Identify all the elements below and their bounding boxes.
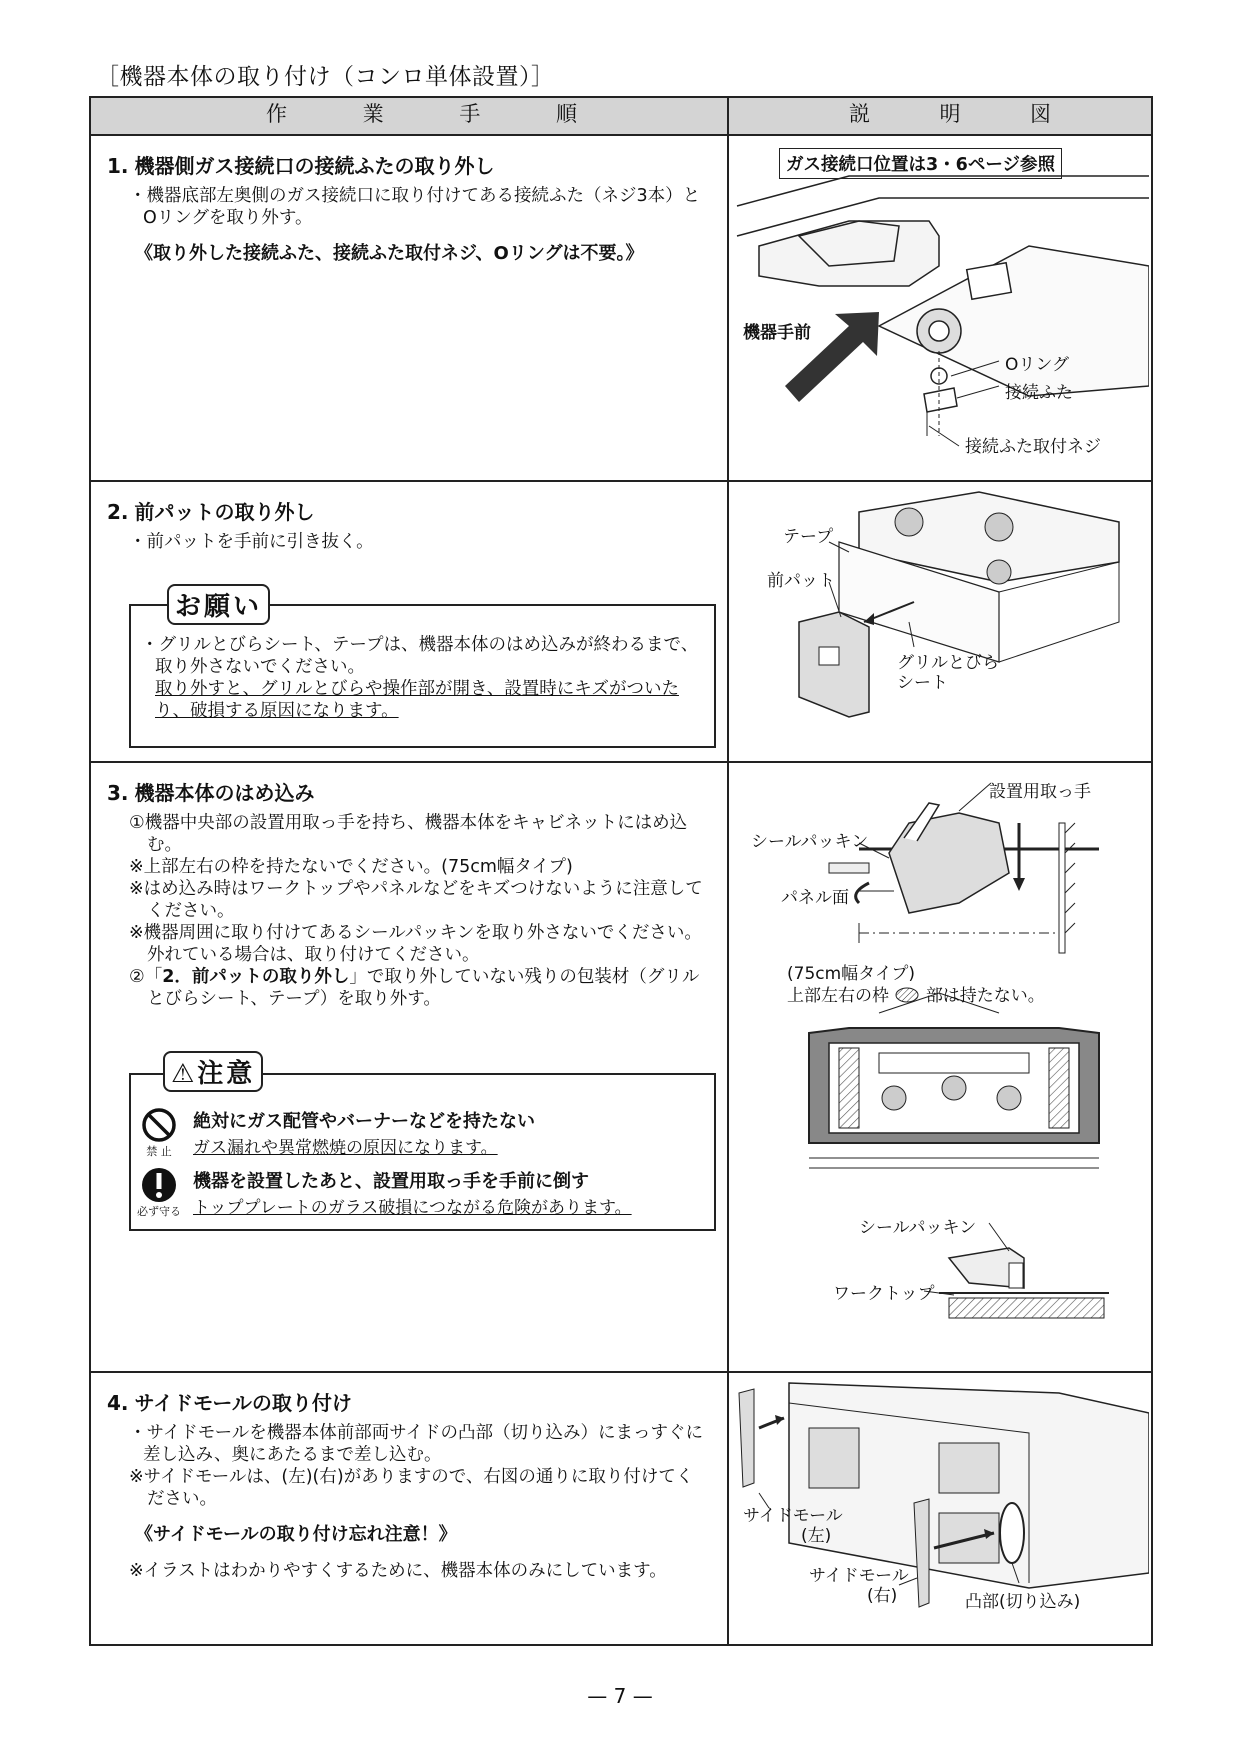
caution-title: ⚠注意 xyxy=(163,1051,263,1092)
o-ring-label: Oリング xyxy=(1005,355,1070,375)
sheet-label: シート xyxy=(897,673,948,693)
step3-figure-cell xyxy=(728,762,1152,1372)
icon-caption: 禁 止 xyxy=(146,1145,172,1158)
gas-inlet-illustration xyxy=(729,136,1149,480)
step2-line: ・前パットを手前に引き抜く。 xyxy=(129,532,374,552)
right-label: (右) xyxy=(867,1586,898,1606)
step1-line: ・機器底部左奥側のガス接続口に取り付けてある接続ふた（ネジ3本）とOリングを取り外す。 xyxy=(129,186,701,228)
step-number: 1. xyxy=(107,154,129,178)
step4-heading xyxy=(107,1387,727,1416)
step-number: 3. xyxy=(107,781,129,805)
notch-label: 凸部(切り込み) xyxy=(965,1592,1081,1612)
installation-illustration xyxy=(729,763,1149,1357)
header-char: 明 xyxy=(939,102,961,126)
step3-line: ※はめ込み時はワークトップやパネルなどをキズつけないように注意してください。 xyxy=(129,879,703,921)
step-title: 前パットの取り外し xyxy=(134,500,315,524)
panel-surface-label: パネル面 xyxy=(781,888,849,908)
header-char: 作 xyxy=(266,102,287,126)
step2-figure-cell xyxy=(728,481,1152,762)
step3-text-cell xyxy=(90,762,728,1372)
step-number: 4. xyxy=(107,1391,129,1415)
side-molding-right-label: サイドモール xyxy=(809,1566,909,1586)
step1-text-cell xyxy=(90,135,728,481)
step4-text-cell xyxy=(90,1372,728,1645)
header-char: 業 xyxy=(362,102,384,126)
bold-ref: 2．前パットの取り外し xyxy=(162,967,350,987)
step4-line: ・サイドモールを機器本体前部両サイドの凸部（切り込み）にまっすぐに差し込み、奥にあたるまで差し込む。 xyxy=(129,1423,703,1465)
hatched-oval-icon xyxy=(894,986,920,1004)
frame-note xyxy=(787,981,1045,1006)
header-char: 説 xyxy=(849,102,870,126)
text-post: 」で取り外していない残りの包装材（グリルとびらシート、テープ）を取り外す。 xyxy=(147,967,700,1009)
cover-label: 接続ふた xyxy=(1005,383,1073,403)
prohibition-icon xyxy=(141,1107,177,1143)
step4-figure-cell xyxy=(728,1372,1152,1645)
step-number: 2. xyxy=(107,500,129,524)
header-char: 手 xyxy=(459,102,481,126)
header-char: 順 xyxy=(555,102,577,126)
cover-screw-label: 接続ふた取付ネジ xyxy=(965,437,1101,457)
header-illustration xyxy=(728,97,1152,135)
step2-text-cell xyxy=(90,481,728,762)
step3-line xyxy=(129,966,709,1010)
step1-emphasis: 《取り外した接続ふた、接続ふた取付ネジ、Oリングは不要。》 xyxy=(135,243,644,264)
type-note: (75cm幅タイプ) xyxy=(787,964,915,984)
handle-label: 設置用取っ手 xyxy=(989,782,1091,802)
request-text: ・グリルとびらシート、テープは、機器本体のはめ込みが終わるまで、取り外さないでください。 xyxy=(141,635,699,677)
step3-line: ①機器中央部の設置用取っ手を持ち、機器本体をキャビネットにはめ込む。 xyxy=(129,813,688,855)
header-work-procedure xyxy=(90,97,728,135)
reference-note: ガス接続口位置は3・6ページ参照 xyxy=(779,148,1062,179)
side-molding-left-label: サイドモール xyxy=(743,1506,843,1526)
caution-box xyxy=(129,1073,716,1231)
request-warning: 取り外すと、グリルとびらや操作部が開き、設置時にキズがついたり、破損する原因になります。 xyxy=(155,679,679,721)
caution-head: 機器を設置したあと、設置用取っ手を手前に倒す xyxy=(193,1171,589,1192)
seal-packing-label: シールパッキン xyxy=(751,832,869,852)
section-title: ［機器本体の取り付け（コンロ単体設置）］ xyxy=(96,64,555,90)
icon-caption: 必ず守る xyxy=(137,1205,181,1218)
text-pre: ②「 xyxy=(129,967,163,987)
caution-sub: ガス漏れや異常燃焼の原因になります。 xyxy=(193,1138,498,1158)
request-box xyxy=(129,604,716,748)
request-title: お願い xyxy=(167,584,270,625)
step3-line: ※機器周囲に取り付けてあるシールパッキンを取り外さないでください。外れている場合は、取り付けてください。 xyxy=(129,923,702,965)
worktop-label: ワークトップ xyxy=(833,1284,935,1304)
mandatory-icon xyxy=(141,1167,177,1203)
front-pad-label: 前パット xyxy=(767,571,835,591)
step3-heading xyxy=(107,777,727,806)
frame-note-pre: 上部左右の枠 xyxy=(787,986,889,1006)
step-title: 機器本体のはめ込み xyxy=(134,781,315,805)
header-char: 図 xyxy=(1030,102,1051,126)
step-title: 機器側ガス接続口の接続ふたの取り外し xyxy=(134,154,495,178)
grill-door-label: グリルとびら xyxy=(897,653,999,673)
procedure-table xyxy=(89,96,1153,1646)
caution-sub: トッププレートのガラス破損につながる危険があります。 xyxy=(193,1198,632,1218)
tape-label: テープ xyxy=(783,527,834,547)
seal-packing-label: シールパッキン xyxy=(859,1218,977,1238)
step4-note: ※イラストはわかりやすくするために、機器本体のみにしています。 xyxy=(129,1561,667,1581)
step4-line: ※サイドモールは、(左)(右)がありますので、右図の通りに取り付けてください。 xyxy=(129,1467,694,1509)
step3-line: ※上部左右の枠を持たないでください。(75cm幅タイプ) xyxy=(129,857,573,877)
step1-heading xyxy=(107,150,727,179)
caution-head: 絶対にガス配管やバーナーなどを持たない xyxy=(193,1111,535,1132)
step1-figure-cell xyxy=(728,135,1152,481)
step4-emphasis: 《サイドモールの取り付け忘れ注意！》 xyxy=(135,1524,457,1545)
page-number: — 7 — xyxy=(587,1684,653,1708)
step2-heading xyxy=(107,496,727,525)
front-label: 機器手前 xyxy=(743,323,811,343)
left-label: (左) xyxy=(801,1526,832,1546)
step-title: サイドモールの取り付け xyxy=(134,1391,352,1415)
frame-note-post: 部は持たない。 xyxy=(925,986,1045,1006)
